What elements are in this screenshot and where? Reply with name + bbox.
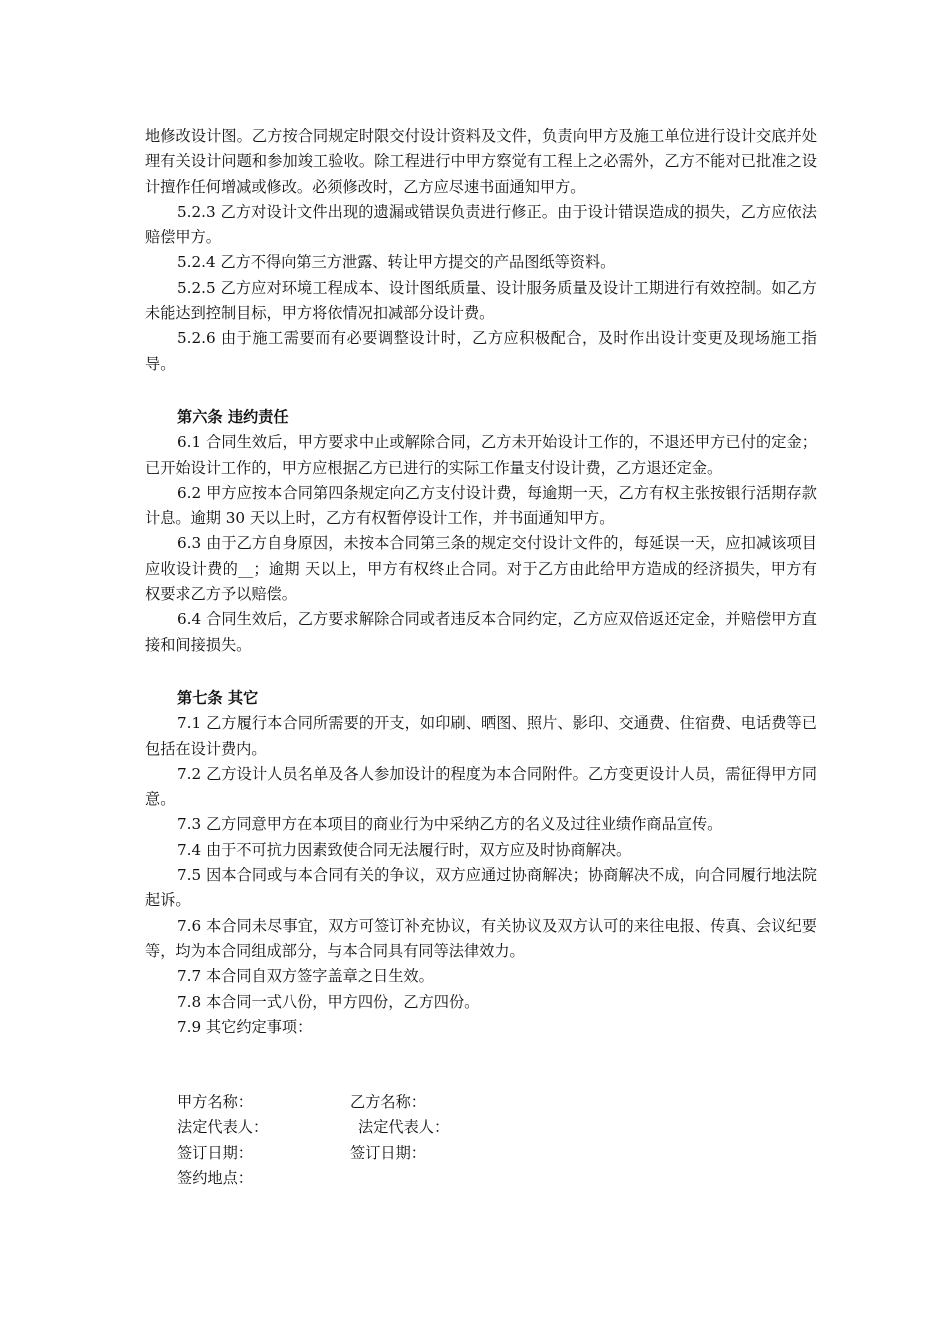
section-7-heading: 第七条 其它 (177, 688, 259, 707)
paragraph-7-6: 7.6 本合同未尽事宜，双方可签订补充协议，有关协议及双方认可的来往电报、传真、会议纪要等，均为本合同组成部分，与本合同具有同等法律效力。 (145, 916, 817, 960)
contract-body (145, 124, 817, 1191)
section-6-heading: 第六条 违约责任 (177, 407, 289, 426)
sign-place-label: 签约地点： (177, 1168, 253, 1187)
party-a-representative-label: 法定代表人： (177, 1118, 269, 1137)
spacer (145, 658, 817, 686)
paragraph-6-3: 6.3 由于乙方自身原因，未按本合同第三条的规定交付设计文件的，每延误一天，应扣减该项目应收设计费的__；逾期 天以上，甲方有权终止合同。对于乙方由此给甲方造成的经济损失，甲方有权要求乙方予以赔偿。 (145, 534, 817, 604)
paragraph-7-5: 7.5 因本合同或与本合同有关的争议，双方应通过协商解决；协商解决不成，向合同履行地法院起诉。 (145, 866, 817, 910)
paragraph-6-1: 6.1 合同生效后，甲方要求中止或解除合同，乙方未开始设计工作的，不退还甲方已付的定金；已开始设计工作的，甲方应根据乙方已进行的实际工作量支付设计费，乙方退还定金。 (145, 433, 817, 477)
paragraph-5-2-3: 5.2.3 乙方对设计文件出现的遗漏或错误负责进行修正。由于设计错误造成的损失，乙方应依法赔偿甲方。 (145, 202, 817, 247)
party-b-date-label: 签订日期： (350, 1143, 426, 1162)
paragraph-7-8: 7.8 本合同一式八份，甲方四份，乙方四份。 (177, 992, 480, 1011)
paragraph-6-2: 6.2 甲方应按本合同第四条规定向乙方支付设计费，每逾期一天，乙方有权主张按银行活期存款计息。逾期 30 天以上时，乙方有权暂停设计工作，并书面通知甲方。 (145, 483, 817, 528)
signature-row-date (145, 1141, 817, 1166)
paragraph-5-2-6: 5.2.6 由于施工需要而有必要调整设计时，乙方应积极配合，及时作出设计变更及现场施工指导。 (145, 329, 817, 373)
paragraph-7-7: 7.7 本合同自双方签字盖章之日生效。 (177, 967, 434, 986)
signature-row-place (145, 1166, 817, 1191)
party-a-name-label: 甲方名称： (177, 1093, 253, 1112)
paragraph-7-9: 7.9 其它约定事项： (177, 1017, 313, 1036)
party-b-name-label: 乙方名称： (350, 1093, 426, 1112)
paragraph-5-2-4: 5.2.4 乙方不得向第三方泄露、转让甲方提交的产品图纸等资料。 (177, 253, 616, 272)
party-b-representative-label: 法定代表人： (358, 1118, 450, 1137)
paragraph-6-4: 6.4 合同生效后，乙方要求解除合同或者违反本合同约定，乙方应双倍返还定金，并赔偿甲方直接和间接损失。 (145, 610, 817, 654)
paragraph-7-2: 7.2 乙方设计人员名单及各人参加设计的程度为本合同附件。乙方变更设计人员，需征得甲方同意。 (145, 764, 817, 809)
signature-row-name (145, 1090, 817, 1115)
paragraph-5-2-2-continued: 地修改设计图。乙方按合同规定时限交付设计资料及文件，负责向甲方及施工单位进行设计交底并处理有关设计问题和参加竣工验收。除工程进行中甲方察觉有工程上之必需外，乙方不能对已批准之设计擅作任何增减或修改。必须修改时，乙方应尽速书面通知甲方。 (145, 127, 817, 196)
spacer (145, 1040, 817, 1090)
paragraph-7-1: 7.1 乙方履行本合同所需要的开支，如印刷、晒图、照片、影印、交通费、住宿费、电话费等已包括在设计费内。 (145, 714, 817, 758)
party-a-date-label: 签订日期： (177, 1143, 253, 1162)
paragraph-5-2-5: 5.2.5 乙方应对环境工程成本、设计图纸质量、设计服务质量及设计工期进行有效控制。如乙方未能达到控制目标，甲方将依情况扣减部分设计费。 (145, 278, 817, 323)
signature-row-representative (145, 1115, 817, 1140)
paragraph-7-4: 7.4 由于不可抗力因素致使合同无法履行时，双方应及时协商解决。 (177, 840, 632, 859)
spacer (145, 377, 817, 405)
paragraph-7-3: 7.3 乙方同意甲方在本项目的商业行为中采纳乙方的名义及过往业绩作商品宣传。 (177, 815, 723, 834)
